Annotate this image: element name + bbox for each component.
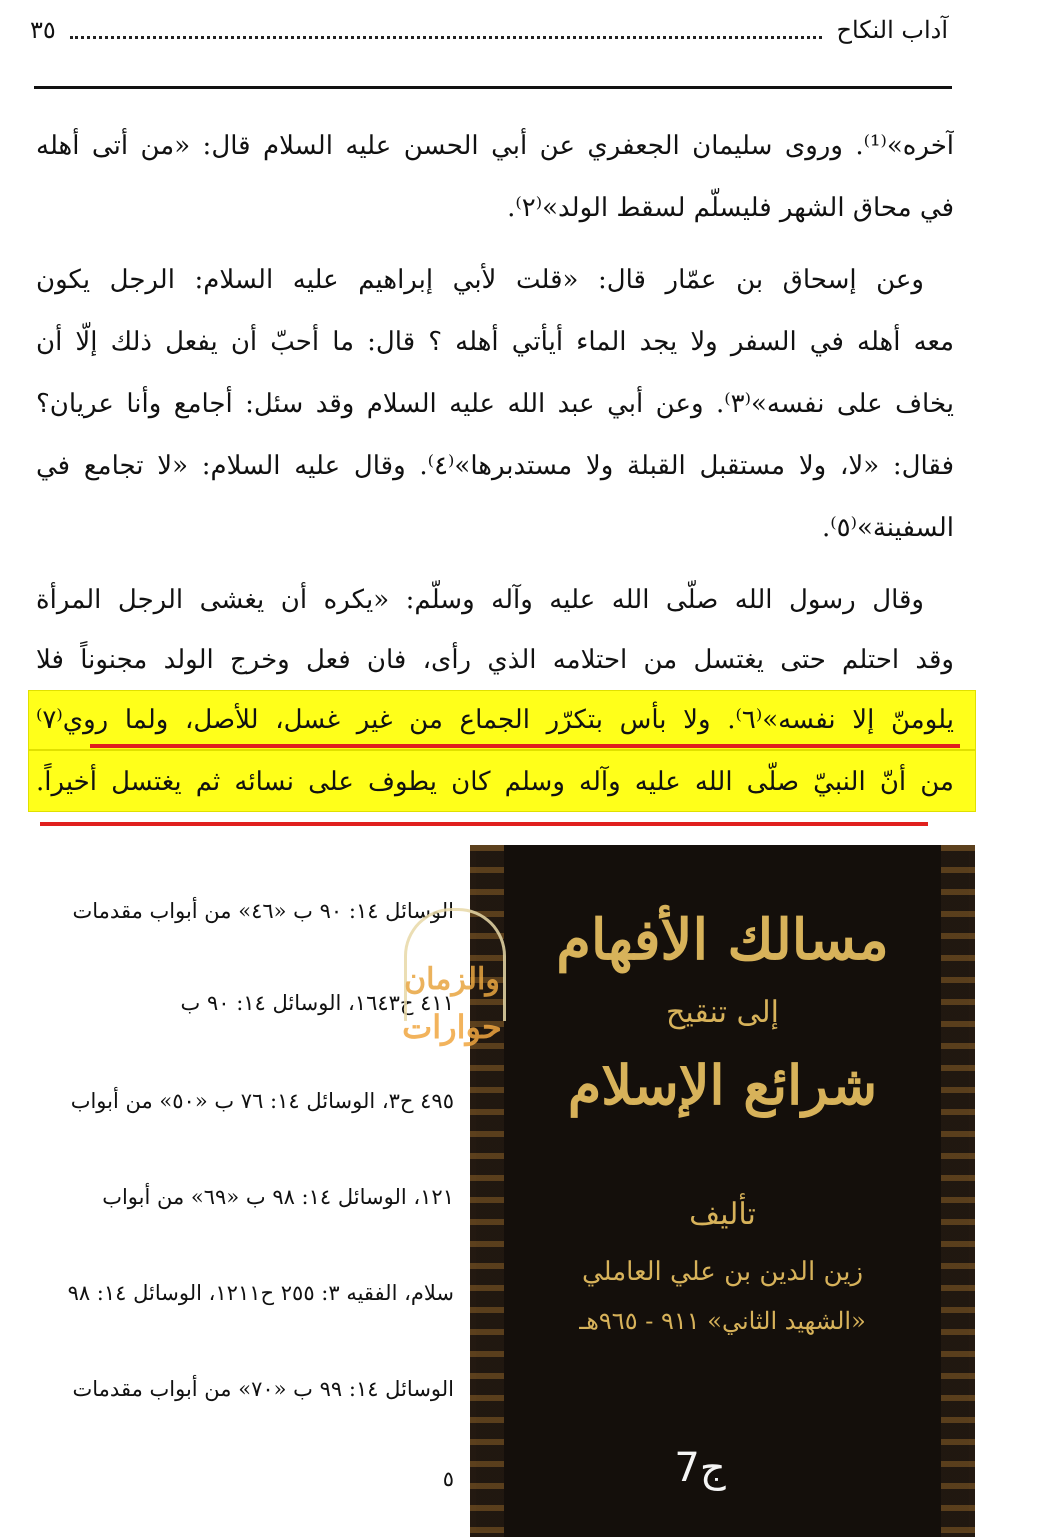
watermark-text-1: والزمان — [404, 962, 500, 997]
text-line-9: وقد احتلم حتى يغتسل من احتلامه الذي رأى، فان فعل وخرج الولد مجنوناً فلا — [36, 645, 954, 675]
text-line-7: السفينة»⁽٥⁾. — [821, 513, 954, 543]
text-line-2: في محاق الشهر فليسلّم لسقط الولد»⁽٢⁾. — [507, 193, 954, 223]
cover-subtitle: إلى تنقيح — [665, 995, 779, 1030]
chapter-title: آداب النكاح — [836, 16, 948, 44]
cover-title: مسالك الأفهام — [556, 907, 889, 973]
footnote-line-3: ٤٩٥ ح٣، الوسائل ١٤: ٧٦ ب «٥٠» من أبواب — [70, 1089, 454, 1113]
text-line-4: معه أهله في السفر ولا يجد الماء أيأتي أهله ؟ قال: ما أحبّ أن يفعل ذلك إلّا أن — [36, 327, 954, 357]
footnote-line-6: الوسائل ١٤: ٩٩ ب «٧٠» من أبواب مقدمات — [72, 1377, 454, 1401]
footnote-line-1: الوسائل ١٤: ٩٠ ب «٤٦» من أبواب مقدمات — [72, 899, 454, 923]
page-number: ٣٥ — [30, 16, 56, 44]
text-line-1: آخره»⁽¹⁾. وروى سليمان الجعفري عن أبي الحسن عليه السلام قال: «من أتى أهله — [36, 131, 954, 161]
text-line-11: من أنّ النبيّ صلّى الله عليه وآله وسلم كان يطوف على نسائه ثم يغتسل أخيراً. — [36, 767, 954, 797]
footnote-line-7: ٥ — [442, 1467, 454, 1491]
footnote-line-5: سلام، الفقيه ٣: ٢٥٥ ح١٢١١، الوسائل ١٤: ٩٨ — [67, 1281, 454, 1305]
book-cover-image — [470, 845, 975, 1537]
ornament-border-left — [470, 845, 504, 1537]
text-line-3: وعن إسحاق بن عمّار قال: «قلت لأبي إبراهيم عليه السلام: الرجل يكون — [36, 265, 924, 295]
text-line-8: وقال رسول الله صلّى الله عليه وآله وسلّم: «يكره أن يغشى الرجل المرأة — [36, 585, 924, 615]
cover-author-label: تأليف — [689, 1197, 756, 1232]
footnote-line-4: ١٢١، الوسائل ١٤: ٩٨ ب «٦٩» من أبواب — [102, 1185, 454, 1209]
dotted-leader — [70, 22, 823, 39]
running-header — [30, 10, 948, 50]
ornament-border-right — [941, 845, 975, 1537]
cover-panel — [504, 845, 941, 1537]
text-line-10: يلومنّ إلا نفسه»⁽٦⁾. ولا بأس بتكرّر الجماع من غير غسل، للأصل، ولما روي⁽٧⁾ — [36, 705, 954, 735]
underline-1 — [90, 744, 960, 748]
underline-2 — [40, 822, 928, 826]
text-line-5: يخاف على نفسه»⁽٣⁾. وعن أبي عبد الله عليه السلام وقد سئل: أجامع وأنا عريان؟ — [36, 389, 954, 419]
footnote-line-2: ٤١١ ح١٦٤٣، الوسائل ١٤: ٩٠ ب — [180, 991, 454, 1015]
watermark-text-2: حوارات — [402, 1008, 502, 1046]
text-line-6: فقال: «لا، ولا مستقبل القبلة ولا مستدبرها»⁽٤⁾. وقال عليه السلام: «لا تجامع في — [36, 451, 954, 481]
cover-title-2: شرائع الإسلام — [567, 1053, 878, 1117]
volume-label: ج7 — [674, 1445, 726, 1491]
cover-author-note: «الشهيد الثاني» ٩١١ - ٩٦٥هـ — [579, 1307, 866, 1335]
header-rule — [34, 86, 952, 89]
cover-author: زين الدين بن علي العاملي — [581, 1257, 864, 1287]
